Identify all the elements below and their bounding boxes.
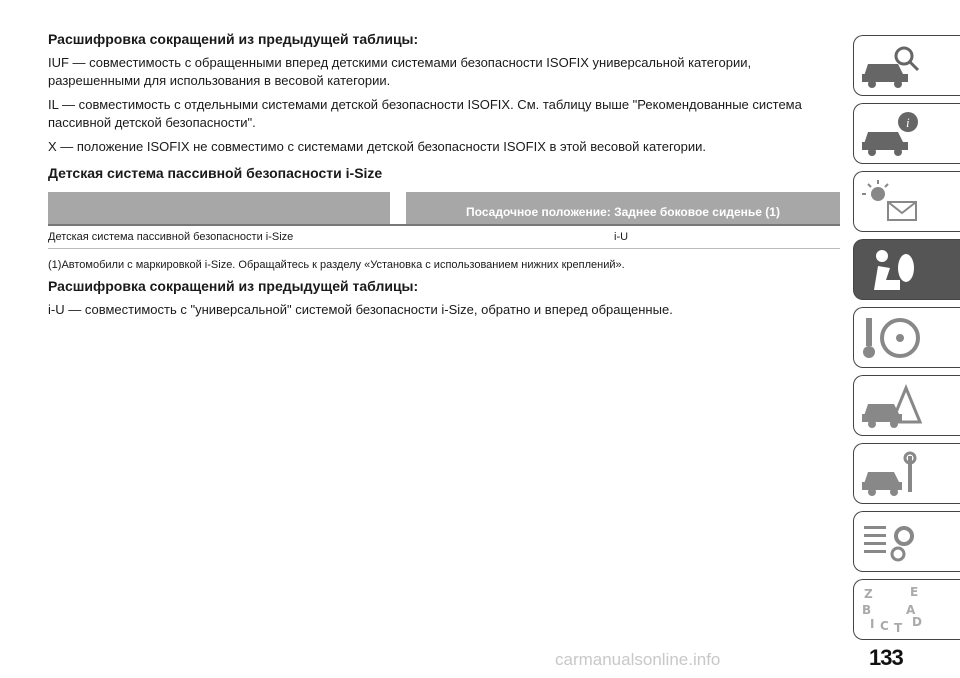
- svg-text:i: i: [906, 115, 910, 130]
- isize-table: [48, 192, 840, 249]
- tab-dashboard-lights[interactable]: [853, 171, 960, 232]
- page-content: [48, 30, 840, 325]
- paragraph-iu: i-U — совместимость с "универсальной" системой безопасности i-Size, обратно и вперед обращенные.: [48, 302, 673, 317]
- svg-text:Z: Z: [864, 587, 873, 601]
- steering-key-icon: [860, 314, 922, 362]
- tab-car-search[interactable]: [853, 35, 960, 96]
- seat-airbag-icon: [860, 246, 922, 294]
- svg-text:B: B: [862, 603, 872, 617]
- tab-index[interactable]: [853, 579, 960, 640]
- footnote: (1)Автомобили с маркировкой i-Size. Обращайтесь к разделу «Установка с использованием нижних креплений».: [48, 259, 625, 271]
- svg-text:D: D: [912, 615, 922, 629]
- tab-seat-airbag[interactable]: [853, 239, 960, 300]
- svg-text:C: C: [880, 619, 889, 633]
- svg-text:T: T: [894, 621, 903, 634]
- svg-text:E: E: [910, 586, 919, 599]
- section-heading-isize: Детская система пассивной безопасности i-Size: [48, 165, 383, 181]
- specs-gear-icon: [860, 518, 922, 566]
- paragraph-x: X — положение ISOFIX не совместимо с системами детской безопасности ISOFIX в этой весовой категории.: [48, 139, 707, 154]
- car-search-icon: [860, 42, 922, 90]
- section-heading: Расшифровка сокращений из предыдущей таблицы:: [48, 31, 419, 47]
- section-heading-legend: Расшифровка сокращений из предыдущей таблицы:: [48, 278, 419, 294]
- table-cell-label: Детская система пассивной безопасности i-Size: [48, 231, 294, 243]
- table-header-seat: Посадочное положение: Заднее боковое сиденье (1): [406, 192, 840, 224]
- tab-steering-key[interactable]: [853, 307, 960, 368]
- car-info-icon: [860, 110, 922, 158]
- car-tools-icon: [860, 450, 922, 498]
- car-warning-icon: [860, 382, 922, 430]
- paragraph-il: IL — совместимость с отдельными системами детской безопасности ISOFIX. См. таблицу выше "Рекомендованные система пассивной детской безопасности".: [48, 97, 802, 130]
- tab-specs-gear[interactable]: [853, 511, 960, 572]
- index-letters-icon: [860, 586, 922, 634]
- watermark: carmanualsonline.info: [555, 650, 721, 669]
- svg-text:I: I: [870, 617, 875, 631]
- table-cell-value: i-U: [614, 231, 629, 243]
- dashboard-lights-icon: [860, 178, 922, 226]
- table-header-blank: [48, 192, 390, 224]
- table-header: [48, 192, 840, 226]
- table-row: [48, 226, 840, 249]
- page-number: 133: [869, 645, 903, 670]
- paragraph-iuf: IUF — совместимость с обращенными вперед детскими системами безопасности ISOFIX универсальной категории, разрешенными для использования в весовой категории.: [48, 55, 752, 88]
- svg-text:A: A: [906, 603, 916, 617]
- tab-car-warning[interactable]: [853, 375, 960, 436]
- tab-car-info[interactable]: [853, 103, 960, 164]
- tab-car-tools[interactable]: [853, 443, 960, 504]
